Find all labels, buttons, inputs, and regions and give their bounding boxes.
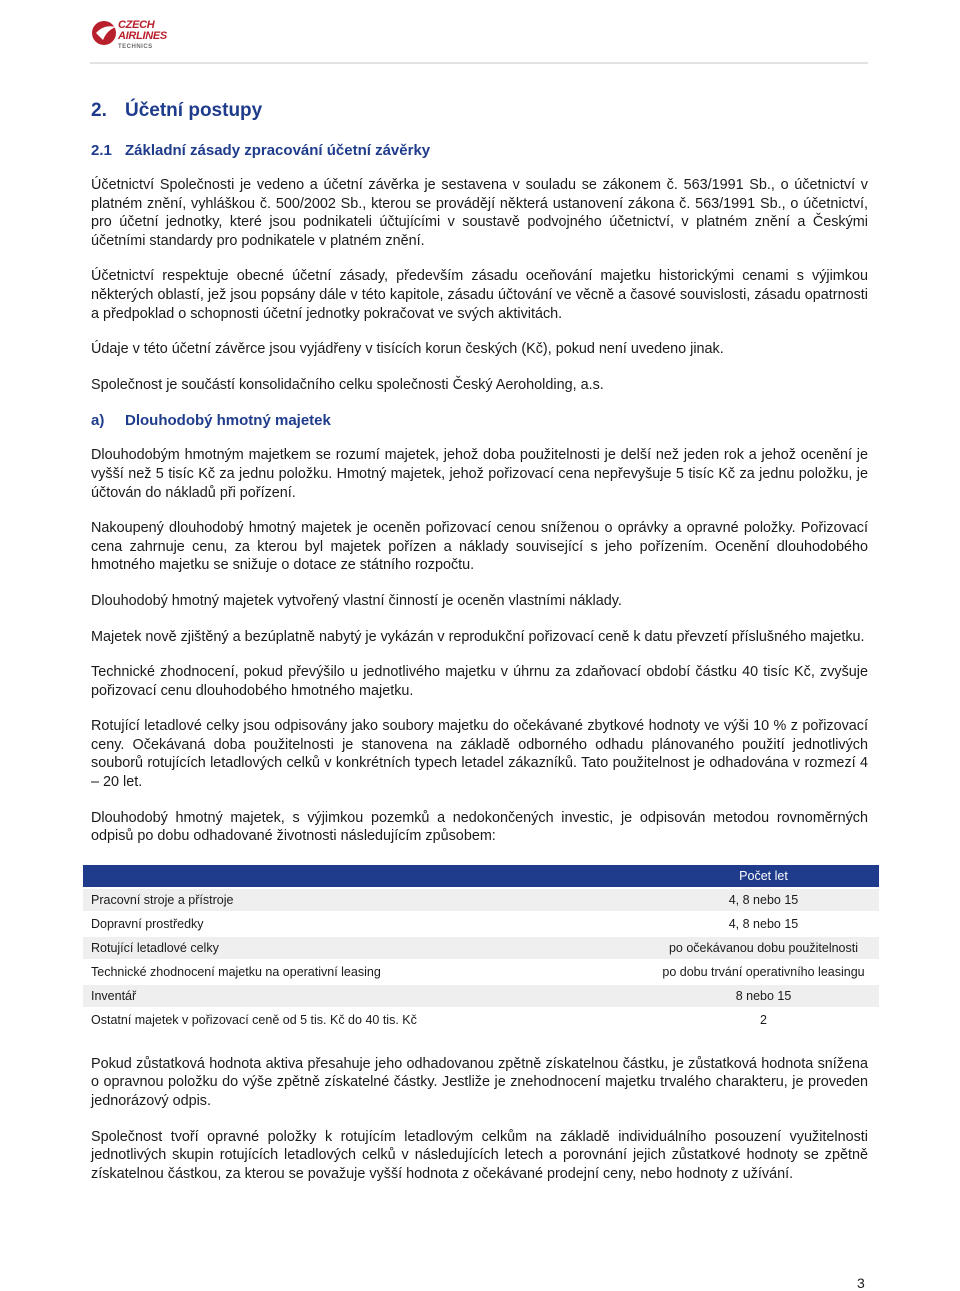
page-header xyxy=(90,14,868,66)
intro-paragraph: Účetnictví respektuje obecné účetní zásady, především zásadu oceňování majetku historickými cenami s výjimkou některých oblastí, jež jsou popsány dále v této kapitole, zásadu účtování ve věcně a časové souvislosti, zásadu opatrnosti a předpoklad o schopnosti účetní jednotky pokračovat ve svých aktivitách. xyxy=(91,268,868,322)
table-header-years: Počet let xyxy=(648,865,879,887)
table-row xyxy=(83,1009,879,1031)
table-row xyxy=(83,985,879,1007)
part-a-heading xyxy=(91,411,868,431)
asset-type: Pracovní stroje a přístroje xyxy=(83,889,648,911)
page-number: 3 xyxy=(857,1275,865,1291)
asset-type: Ostatní majetek v pořizovací ceně od 5 tis. Kč do 40 tis. Kč xyxy=(83,1009,648,1031)
years-value: 8 nebo 15 xyxy=(648,985,879,1007)
body-paragraph: Dlouhodobý hmotný majetek, s výjimkou pozemků a nedokončených investic, je odpisován metodou rovnoměrných odpisů po dobu odhadované životnosti následujícím způsobem: xyxy=(91,809,868,845)
years-value: 4, 8 nebo 15 xyxy=(648,889,879,911)
subsection-title: Základní zásady zpracování účetní závěrky xyxy=(125,142,431,159)
table-header-label xyxy=(83,865,648,887)
part-a-title: Dlouhodobý hmotný majetek xyxy=(125,412,331,430)
intro-paragraph: Společnost je součástí konsolidačního celku společnosti Český Aeroholding, a.s. xyxy=(91,376,604,393)
asset-type: Technické zhodnocení majetku na operativní leasing xyxy=(83,961,648,983)
table-row xyxy=(83,961,879,983)
body-paragraph: Technické zhodnocení, pokud převýšilo u jednotlivého majetku v úhrnu za zdaňovací období částku 40 tisíc Kč, zvyšuje pořizovací cenu dlouhodobého hmotného majetku. xyxy=(91,664,868,699)
body-paragraph: Rotující letadlové celky jsou odpisovány jako soubory majetku do očekávané zbytkové hodnoty ve výši 10 % z pořizovací ceny. Očekávaná doba použitelnosti je stanovena na základě odborného odhadu plánovaného použití jednotlivých souborů rotujících letadlových celků v konkrétních typech letadel zákazníků. Tato použitelnost je odhadována v rozmezí 4 – 20 let. xyxy=(91,718,868,791)
body-paragraph: Nakoupený dlouhodobý hmotný majetek je oceněn pořizovací cenou sníženou o oprávky a opravné položky. Pořizovací cena zahrnuje cenu, za kterou byl majetek pořízen a náklady související s jeho pořízením. Ocenění dlouhodobého hmotného majetku se snižuje o dotace ze státního rozpočtu. xyxy=(91,520,868,574)
years-value: 2 xyxy=(648,1009,879,1031)
asset-type: Rotující letadlové celky xyxy=(83,937,648,959)
table-header-row xyxy=(83,865,879,887)
body-paragraph: Dlouhodobý hmotný majetek vytvořený vlastní činností je oceněn vlastními náklady. xyxy=(91,592,622,609)
section-number: 2. xyxy=(91,100,107,121)
asset-type: Inventář xyxy=(83,985,648,1007)
subsection-heading xyxy=(91,141,868,161)
asset-type: Dopravní prostředky xyxy=(83,913,648,935)
section-heading xyxy=(91,98,868,124)
airline-logo-icon xyxy=(90,18,120,48)
body-paragraph: Dlouhodobým hmotným majetkem se rozumí majetek, jehož doba použitelnosti je delší než jeden rok a jehož ocenění je vyšší než 5 tisíc Kč za jednu položku. Hmotný majetek, jehož pořizovací cena nepřevyšuje 5 tisíc Kč za jednu položku, je účtován do nákladů při pořízení. xyxy=(91,447,868,501)
logo-wordmark xyxy=(118,20,170,53)
logo-sub: TECHNICS xyxy=(118,44,153,50)
body-paragraph: Majetek nově zjištěný a bezúplatně nabytý je vykázán v reprodukční pořizovací ceně k datu převzetí příslušného majetku. xyxy=(91,628,865,645)
body-paragraph: Společnost tvoří opravné položky k rotujícím letadlovým celkům na základě individuálního posouzení využitelnosti jednotlivých skupin rotujících letadlových celků v následujících letech a porovnání jejich zůstatkové hodnoty se zpětně získatelnou částkou, za kterou se považuje vyšší hodnota z očekávané prodejní ceny, nebo hodnoty z užívání. xyxy=(91,1128,868,1182)
table-row xyxy=(83,913,879,935)
part-a-label: a) xyxy=(91,412,105,430)
table-row xyxy=(83,889,879,911)
intro-paragraph: Účetnictví Společnosti je vedeno a účetní závěrka je sestavena v souladu se zákonem č. 563/1991 Sb., o účetnictví v platném znění, vyhláškou č. 500/2002 Sb., kterou se provádějí některá ustanovení zákona č. 563/1991 Sb., o účetnictví, pro účetní jednotky, které jsou podnikateli účtujícími v soustavě podvojného účetnictví, v platném znění a Českými účetními standardy pro podnikatele v platném znění. xyxy=(91,177,868,249)
years-value: po dobu trvání operativního leasingu xyxy=(648,961,879,983)
depreciation-table xyxy=(83,863,879,1033)
company-logo xyxy=(90,18,170,54)
years-value: 4, 8 nebo 15 xyxy=(648,913,879,935)
years-value: po očekávanou dobu použitelnosti xyxy=(648,937,879,959)
document-body xyxy=(91,98,868,1200)
intro-paragraph: Údaje v této účetní závěrce jsou vyjádřeny v tisících korun českých (Kč), pokud není uvedeno jinak. xyxy=(91,341,724,358)
section-title: Účetní postupy xyxy=(125,100,263,121)
header-divider xyxy=(90,62,868,64)
body-paragraph: Pokud zůstatková hodnota aktiva přesahuje jeho odhadovanou zpětně získatelnou částku, je zůstatková hodnota snížena o opravnou položku do výše zpětně získatelné částky. Jestliže je znehodnocení majetku trvalého charakteru, je proveden jednorázový odpis. xyxy=(91,1055,868,1110)
subsection-number: 2.1 xyxy=(91,142,112,159)
table-row xyxy=(83,937,879,959)
logo-brand: CZECH AIRLINES xyxy=(118,19,167,42)
